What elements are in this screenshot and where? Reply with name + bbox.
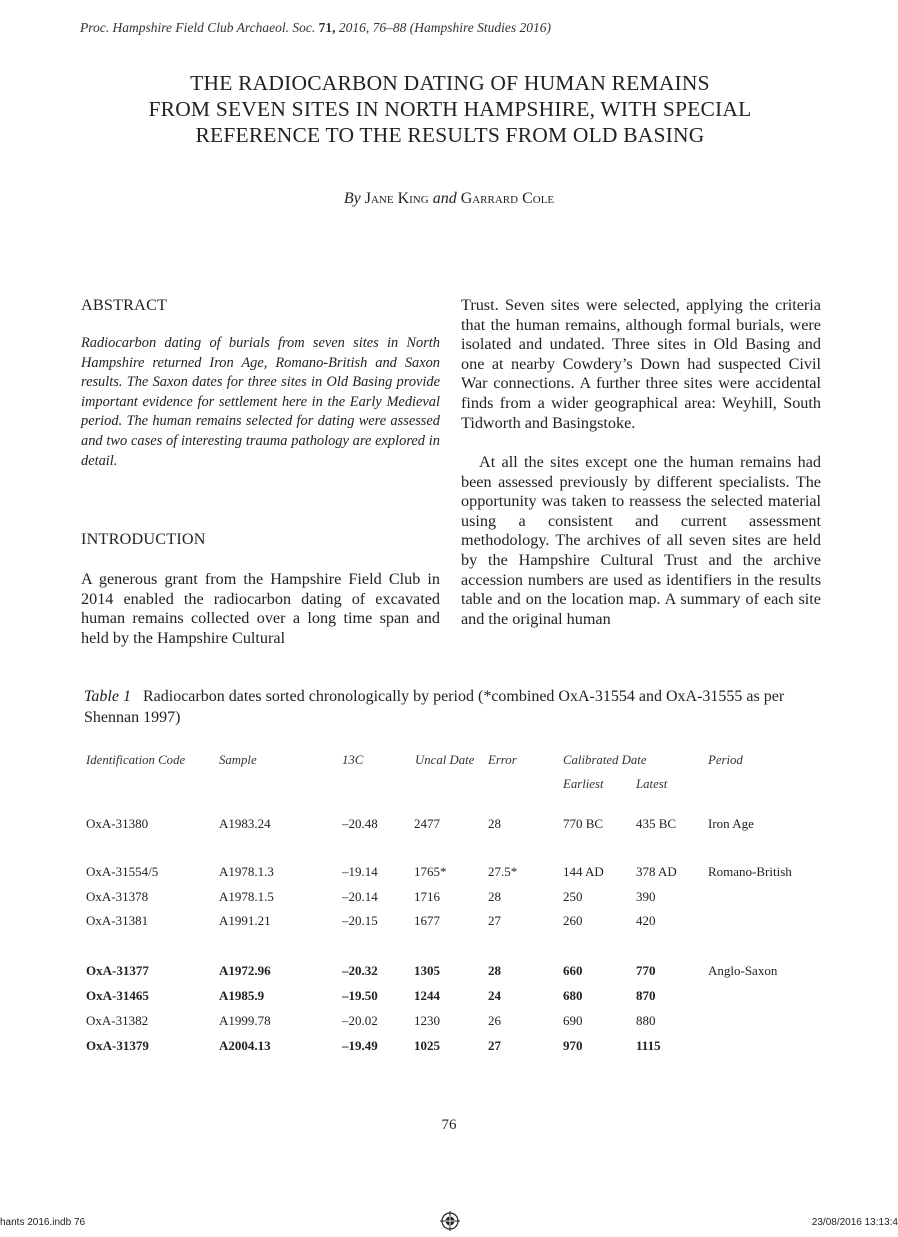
cell-earliest: 770 BC xyxy=(563,816,604,831)
cell-latest: 1115 xyxy=(636,1038,661,1053)
introduction-heading: INTRODUCTION xyxy=(81,530,206,548)
cell-error: 27.5* xyxy=(488,864,518,879)
cell-latest: 870 xyxy=(636,988,656,1003)
cell-id: OxA-31554/5 xyxy=(86,864,159,879)
cell-13c: –19.49 xyxy=(342,1038,378,1053)
title-line: REFERENCE TO THE RESULTS FROM OLD BASING xyxy=(195,123,705,147)
cell-id: OxA-31378 xyxy=(86,889,149,904)
cell-latest: 378 AD xyxy=(636,864,677,879)
cell-sample: A2004.13 xyxy=(219,1038,271,1053)
cell-error: 26 xyxy=(488,1013,501,1028)
byline-and: and xyxy=(432,190,457,207)
article-title xyxy=(60,70,840,148)
journal-volume: 71, xyxy=(318,20,336,35)
cell-error: 27 xyxy=(488,1038,501,1053)
cell-uncal: 1765* xyxy=(414,864,447,879)
table-caption-text: Radiocarbon dates sorted chronologically by period (*combined OxA-31554 and OxA-31555 as per Shennan 1997) xyxy=(84,688,785,726)
cell-latest: 435 BC xyxy=(636,816,677,831)
cell-sample: A1985.9 xyxy=(219,988,265,1003)
cell-period: Anglo-Saxon xyxy=(708,963,778,978)
cell-13c: –20.48 xyxy=(342,816,378,831)
cell-13c: –19.14 xyxy=(342,864,378,879)
col-header-calibrated: Calibrated Date xyxy=(563,753,647,767)
cell-uncal: 1305 xyxy=(414,963,440,978)
cell-13c: –20.14 xyxy=(342,889,378,904)
col-header-latest: Latest xyxy=(636,777,668,791)
cell-id: OxA-31379 xyxy=(86,1038,149,1053)
col-header-sample: Sample xyxy=(219,753,257,767)
cell-earliest: 680 xyxy=(563,988,583,1003)
cell-id: OxA-31382 xyxy=(86,1013,149,1028)
cell-earliest: 660 xyxy=(563,963,583,978)
cell-sample: A1999.78 xyxy=(219,1013,271,1028)
author-name: Jane King xyxy=(364,190,429,207)
cell-earliest: 260 xyxy=(563,913,583,928)
col-header-uncal: Uncal Date xyxy=(415,753,475,767)
cell-13c: –20.15 xyxy=(342,913,378,928)
cell-sample: A1978.1.5 xyxy=(219,889,274,904)
cell-error: 28 xyxy=(488,963,501,978)
cell-13c: –20.32 xyxy=(342,963,378,978)
col-header-id: Identification Code xyxy=(86,753,186,767)
author-name: Garrard Cole xyxy=(460,190,555,207)
journal-name: Proc. Hampshire Field Club Archaeol. Soc. xyxy=(80,20,316,35)
cell-period: Romano-British xyxy=(708,864,792,879)
cell-earliest: 690 xyxy=(563,1013,583,1028)
introduction-paragraph: A generous grant from the Hampshire Field Club in 2014 enabled the radiocarbon dating of excavated human remains collected over a long time span and held by the Hampshire Cultural xyxy=(81,570,440,647)
cell-error: 28 xyxy=(488,889,501,904)
body-paragraph: At all the sites except one the human remains had been assessed previously by different specialists. The opportunity was taken to reassess the selected material using a consistent and current assessment methodology. The archives of all seven sites are held by the Hampshire Cultural Trust and the archive accession numbers are used as identifiers in the results table and on the location map. A summary of each site and the original human xyxy=(461,453,821,628)
cell-earliest: 250 xyxy=(563,889,583,904)
byline xyxy=(0,190,898,208)
footer-filename: hants 2016.indb 76 xyxy=(0,1217,86,1228)
cell-id: OxA-31381 xyxy=(86,913,149,928)
registration-mark-icon xyxy=(440,1211,460,1231)
col-header-13c: 13C xyxy=(342,753,364,767)
cell-uncal: 1716 xyxy=(414,889,440,904)
cell-latest: 770 xyxy=(636,963,656,978)
table-label: Table 1 xyxy=(84,688,131,705)
cell-uncal: 2477 xyxy=(414,816,440,831)
journal-header xyxy=(80,20,820,36)
col-header-error: Error xyxy=(488,753,517,767)
cell-sample: A1972.96 xyxy=(219,963,271,978)
cell-id: OxA-31377 xyxy=(86,963,149,978)
cell-earliest: 144 AD xyxy=(563,864,604,879)
cell-error: 28 xyxy=(488,816,501,831)
table-caption xyxy=(84,686,824,728)
page-number: 76 xyxy=(441,1117,457,1133)
cell-sample: A1978.1.3 xyxy=(219,864,274,879)
cell-latest: 880 xyxy=(636,1013,656,1028)
col-header-period: Period xyxy=(708,753,743,767)
title-line: THE RADIOCARBON DATING OF HUMAN REMAINS xyxy=(190,71,710,95)
cell-13c: –20.02 xyxy=(342,1013,378,1028)
abstract-heading: ABSTRACT xyxy=(81,296,168,314)
byline-by: By xyxy=(343,190,361,207)
cell-error: 27 xyxy=(488,913,501,928)
cell-uncal: 1244 xyxy=(414,988,440,1003)
col-header-earliest: Earliest xyxy=(563,777,604,791)
cell-sample: A1983.24 xyxy=(219,816,271,831)
journal-details: 2016, 76–88 (Hampshire Studies 2016) xyxy=(338,20,551,35)
footer-datetime: 23/08/2016 13:13:4 xyxy=(811,1217,898,1228)
cell-latest: 390 xyxy=(636,889,656,904)
cell-id: OxA-31465 xyxy=(86,988,149,1003)
cell-sample: A1991.21 xyxy=(219,913,271,928)
body-paragraph: Trust. Seven sites were selected, applying the criteria that the human remains, although formal burials, were isolated and undated. Three sites in Old Basing and one at nearby Cowdery’s Down had suspected Civil War connections. A further three sites were accidental finds from a wider geographical area: Weyhill, South Tidworth and Basingstoke. xyxy=(461,296,821,432)
abstract-text: Radiocarbon dating of burials from seven sites in North Hampshire returned Iron Age, Romano-British and Saxon results. The Saxon dates for three sites in Old Basing provide important evidence for settlement here in the Early Medieval period. The human remains selected for dating were assessed and two cases of interesting trauma pathology are explored in detail. xyxy=(81,335,440,469)
cell-uncal: 1025 xyxy=(414,1038,440,1053)
cell-error: 24 xyxy=(488,988,501,1003)
cell-period: Iron Age xyxy=(708,816,754,831)
cell-uncal: 1230 xyxy=(414,1013,440,1028)
cell-13c: –19.50 xyxy=(342,988,378,1003)
cell-latest: 420 xyxy=(636,913,656,928)
title-line: FROM SEVEN SITES IN NORTH HAMPSHIRE, WITH SPECIAL xyxy=(148,97,752,121)
cell-id: OxA-31380 xyxy=(86,816,149,831)
cell-uncal: 1677 xyxy=(414,913,440,928)
cell-earliest: 970 xyxy=(563,1038,583,1053)
